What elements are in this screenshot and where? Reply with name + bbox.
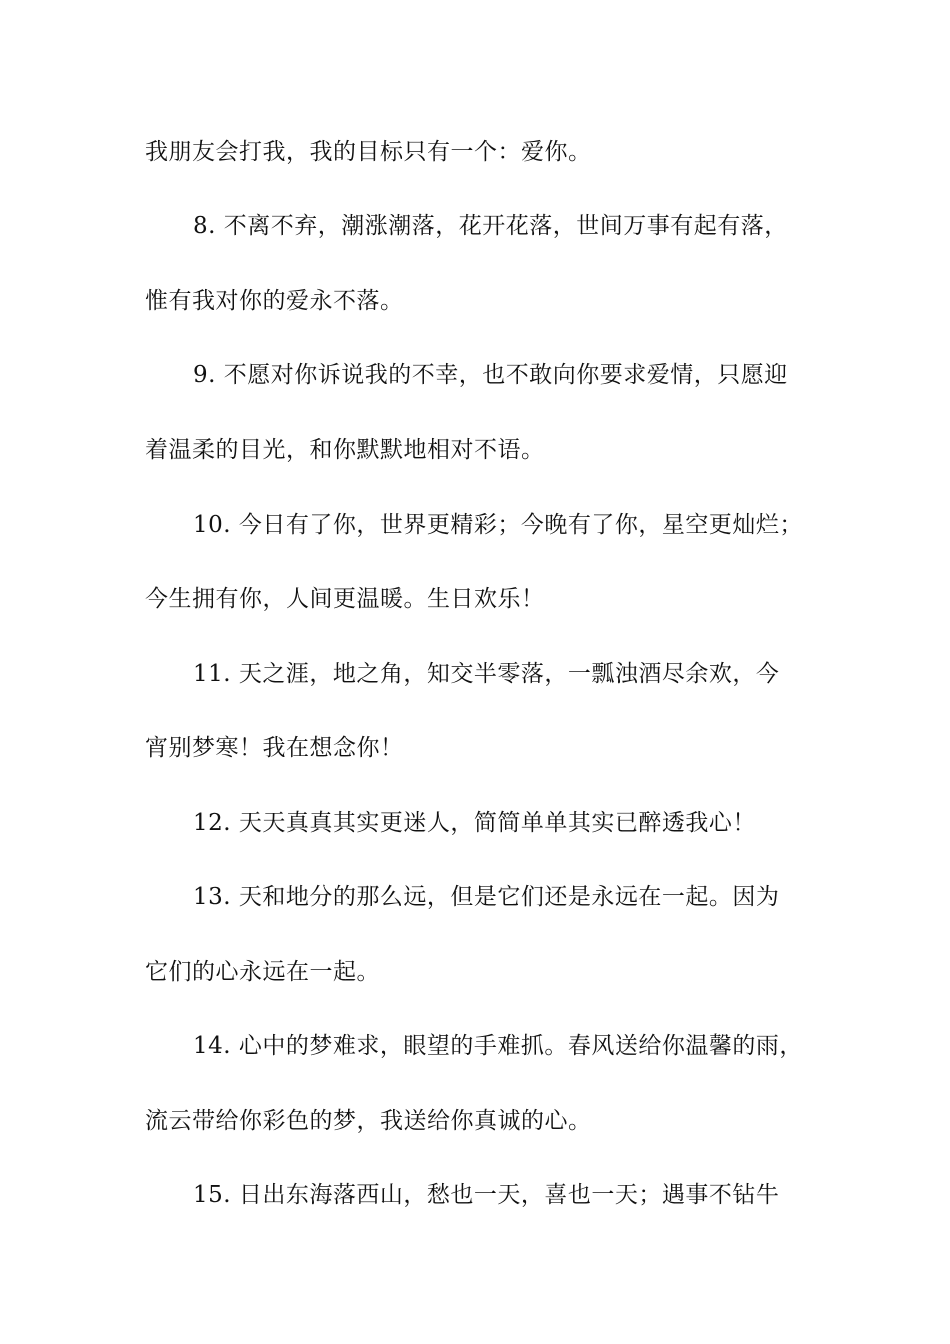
paragraph-13-line-1: 13. 天和地分的那么远，但是它们还是永远在一起。因为 — [193, 884, 780, 910]
paragraph-8-line-2: 惟有我对你的爱永不落。 — [145, 288, 404, 314]
paragraph-11-line-2: 宵别梦寒！我在想念你！ — [145, 735, 404, 761]
paragraph-15-line-1: 15. 日出东海落西山，愁也一天，喜也一天；遇事不钻牛 — [193, 1182, 780, 1208]
paragraph-9-line-2: 着温柔的目光，和你默默地相对不语。 — [145, 437, 545, 463]
paragraph-13-line-2: 它们的心永远在一起。 — [145, 959, 380, 985]
text-line: 我朋友会打我，我的目标只有一个：爱你。 — [145, 139, 592, 165]
paragraph-9-line-1: 9. 不愿对你诉说我的不幸，也不敢向你要求爱情，只愿迎 — [193, 362, 788, 388]
paragraph-11-line-1: 11. 天之涯，地之角，知交半零落，一瓢浊酒尽余欢，今 — [193, 661, 780, 687]
paragraph-10-line-1: 10. 今日有了你，世界更精彩；今晚有了你，星空更灿烂； — [193, 512, 803, 538]
paragraph-14-line-2: 流云带给你彩色的梦，我送给你真诚的心。 — [145, 1108, 592, 1134]
paragraph-12-line-1: 12. 天天真真其实更迷人，简简单单其实已醉透我心！ — [193, 810, 756, 836]
paragraph-14-line-1: 14. 心中的梦难求，眼望的手难抓。春风送给你温馨的雨， — [193, 1033, 803, 1059]
paragraph-8-line-1: 8. 不离不弃，潮涨潮落，花开花落，世间万事有起有落， — [193, 213, 788, 239]
paragraph-10-line-2: 今生拥有你，人间更温暖。生日欢乐！ — [145, 586, 545, 612]
